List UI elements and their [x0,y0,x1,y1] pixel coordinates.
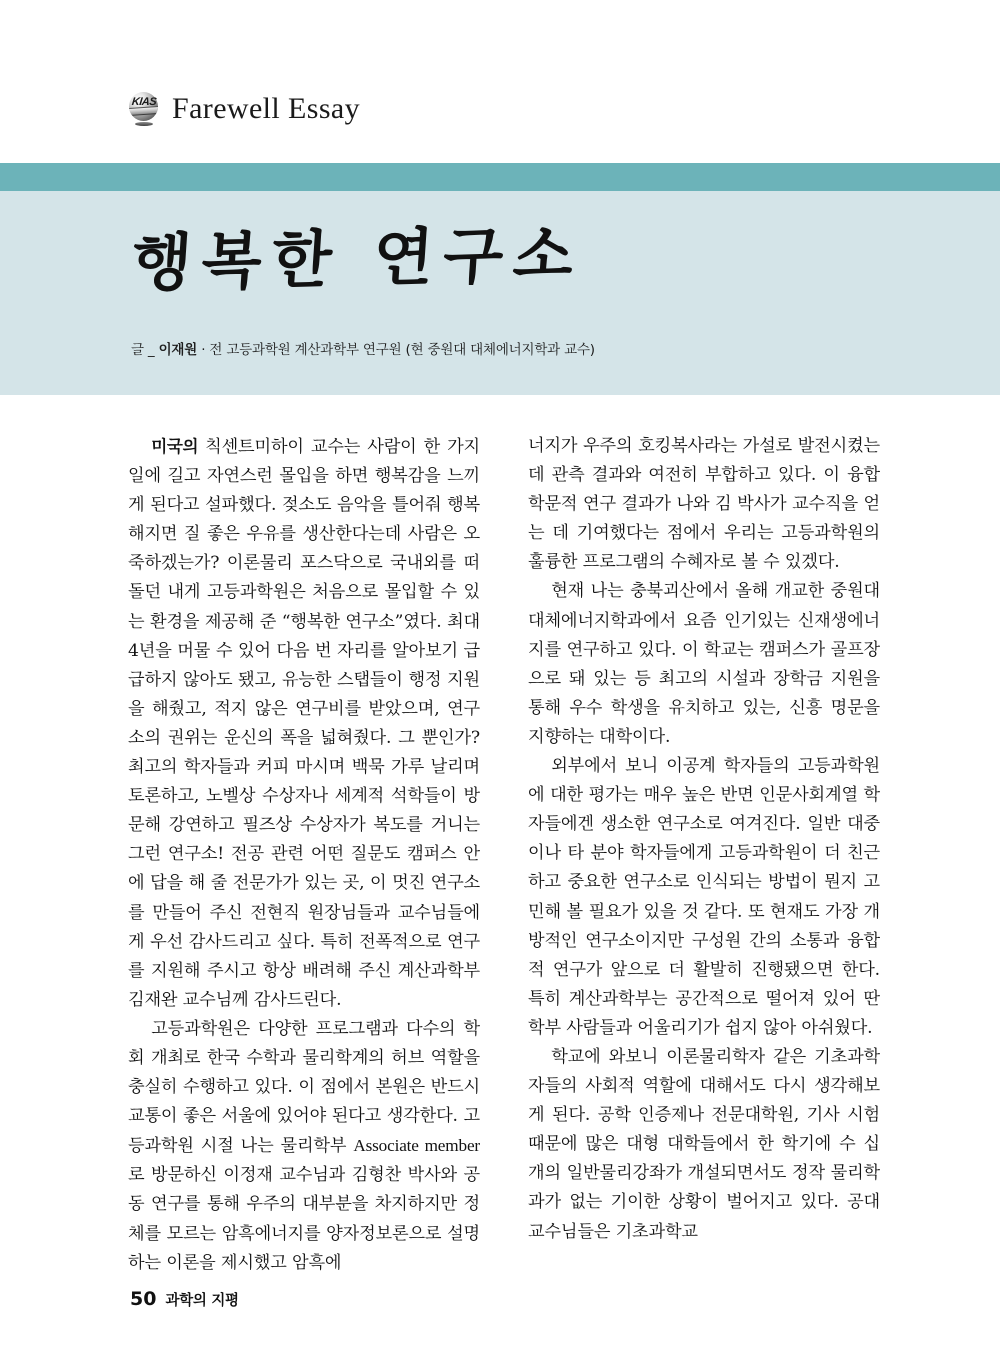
banner-accent-stripe [0,163,1000,191]
paragraph: 학교에 와보니 이론물리학자 같은 기초과학자들의 사회적 역할에 대해서도 다시 생각해보게 된다. 공학 인증제나 전문대학원, 기사 시험 때문에 많은 대형 대학들에서 한 학기에 수 십 개의 일반물리강좌가 개설되면서도 정작 물리학과가 없는 기이한 상황이 벌어지고 있다. 공대 교수님들은 기초과학교 [528,1046,880,1242]
byline [131,338,595,358]
page-footer [130,1288,239,1310]
latin-term: Associate member [353,1136,480,1156]
kias-logo-text: KIAS [131,96,157,108]
byline-author: 이재원 [158,342,198,358]
paragraph [128,432,480,1015]
kias-logo-base [135,122,153,126]
masthead [128,92,360,126]
article-body [128,432,880,1278]
paragraph: 너지가 우주의 호킹복사라는 가설로 발전시켰는데 관측 결과와 여전히 부합하고 있다. 이 융합 학문적 연구 결과가 나와 김 박사가 교수직을 얻는 데 기여했다는 점에서 우리는 고등과학원의 훌륭한 프로그램의 수혜자로 볼 수 있겠다. [528,436,880,573]
byline-affiliation: · 전 고등과학원 계산과학부 연구원 (현 중원대 대체에너지학과 교수) [197,342,595,358]
paragraph-text: 칙센트미하이 교수는 사람이 한 가지 일에 길고 자연스런 몰입을 하면 행복감을 느끼게 된다고 설파했다. 젖소도 음악을 틀어줘 행복해지면 질 좋은 우유를 생산한다는데 사람은 오죽하겠는가? 이론물리 포스닥으로 국내외를 떠돌던 내게 고등과학원은 처음으로 몰입할 수 있는 환경을 제공해 준 “행복한 연구소”였다. 최대 4년을 머물 수 있어 다음 번 자리를 알아보기 급급하지 않아도 됐고, 유능한 스탭들이 행정 지원을 해줬고, 적지 않은 연구비를 받았으며, 연구소의 권위는 운신의 폭을 넓혀줬다. 그 뿐인가? 최고의 학자들과 커피 마시며 백묵 가루 날리며 토론하고, 노벨상 수상자나 세계적 석학들이 방문해 강연하고 필즈상 수상자가 복도를 거니는 그런 연구소! 전공 관련 어떤 질문도 캠퍼스 안에 답을 해 줄 전문가가 있는 곳, 이 멋진 연구소를 만들어 주신 전현직 원장님들과 교수님들에게 우선 감사드리고 싶다. 특히 전폭적으로 연구를 지원해 주시고 항상 배려해 주신 계산과학부 김재완 교수님께 감사드린다. [128,437,480,1010]
paragraph: 현재 나는 충북괴산에서 올해 개교한 중원대 대체에너지학과에서 요즘 인기있는 신재생에너지를 연구하고 있다. 이 학교는 캠퍼스가 골프장으로 돼 있는 등 최고의 시설과 장학금 지원을 통해 우수 학생을 유치하고 있는, 신흥 명문을 지향하는 대학이다. [528,581,880,747]
left-column [128,432,480,1278]
paragraph: 외부에서 보니 이공계 학자들의 고등과학원에 대한 평가는 매우 높은 반면 인문사회계열 학자들에겐 생소한 연구소로 여겨진다. 일반 대중이나 타 분야 학자들에게 고등과학원이 더 친근하고 중요한 연구소로 인식되는 방법이 뭔지 고민해 볼 필요가 있을 것 같다. 또 현재도 가장 개방적인 연구소이지만 구성원 간의 소통과 융합적 연구가 앞으로 더 활발히 진행됐으면 한다. 특히 계산과학부는 공간적으로 떨어져 있어 딴 학부 사람들과 어울리기가 쉽지 않아 아쉬웠다. [528,756,880,1038]
paragraph-text: 고등과학원은 다양한 프로그램과 다수의 학회 개최로 한국 수학과 물리학계의 허브 역할을 충실히 수행하고 있다. 이 점에서 본원은 반드시 교통이 좋은 서울에 있어야 된다고 생각한다. 고등과학원 시절 나는 물리학부 [128,1018,480,1157]
lead-word: 미국의 [151,437,199,456]
section-title: Farewell Essay [172,92,361,125]
kias-logo-icon [128,92,160,126]
paragraph-text: 로 방문하신 이정재 교수님과 김형찬 박사와 공동 연구를 통해 우주의 대부분을 차지하지만 정체를 모르는 암흑에너지를 양자정보론으로 설명하는 이론을 제시했고 암흑에 [128,1165,480,1273]
byline-prefix: 글 _ [131,342,159,358]
article-title: 행복한 연구소 [129,217,586,300]
page-number: 50 [130,1288,157,1310]
right-column [528,432,880,1278]
paragraph [128,1015,480,1278]
magazine-name: 과학의 지평 [165,1293,239,1309]
